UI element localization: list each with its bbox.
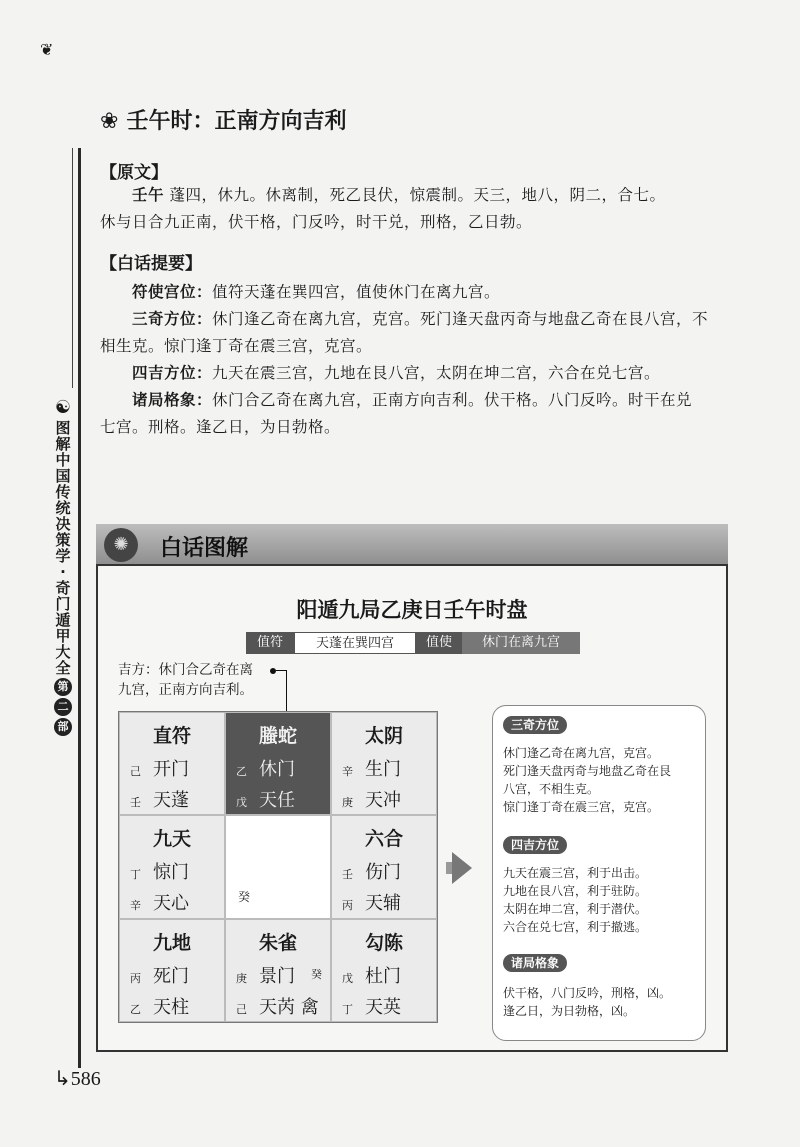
margin-rule-thin [72,148,73,388]
palace-door: 死门 [153,965,189,987]
palace-stem: 壬 [130,796,141,809]
summary-label: 【白话提要】 [100,254,202,274]
side-circle-char: 部 [54,718,72,736]
summary-line-4b: 七宫。刑格。逢乙日，为日勃格。 [100,418,341,436]
zhuju-text [503,984,671,1020]
zhuju-tag: 诸局格象 [503,954,567,972]
summary-line-1: 值符天蓬在巽四宫，值使休门在离九宫。 [212,283,501,301]
margin-rule [78,148,81,1068]
palace-star: 天冲 [365,790,401,811]
side-char: 决 [55,515,71,533]
siji-text [503,864,647,936]
panel-line: 九天在震三宫，利于出击。 [503,866,648,880]
palace-stem: 丙 [130,971,141,985]
page-number-text: 586 [70,1068,101,1090]
palace-stem: 乙 [130,1002,141,1016]
sanqi-text [503,744,671,816]
palace-god: 朱雀 [258,931,297,954]
original-lead: 壬午 [132,186,165,204]
palace-stem: 庚 [236,971,247,985]
pointer-dot [270,668,276,674]
summary-term-1: 符使宫位： [132,283,213,301]
palace-center-5 [225,815,331,918]
siji-tag: 四吉方位 [503,836,567,854]
side-char: 学 [55,547,71,565]
palace-star: 天柱 [153,996,189,1018]
palace-stem: 己 [130,765,141,778]
side-circle-char: 第 [54,678,72,696]
pointer-line [276,670,286,671]
palace-stem: 壬 [342,868,353,882]
palace-star: 天辅 [365,893,401,915]
palace-stem: 丙 [342,899,353,913]
palace-gen-8 [119,919,225,1022]
palace-god: 太阴 [364,725,403,747]
summary-term-3: 四吉方位： [132,364,213,382]
palace-god: 九地 [152,931,191,954]
palace-door: 开门 [153,759,189,780]
side-char: 策 [55,531,71,549]
palace-god: 勾陈 [364,931,403,954]
panel-line: 八宫，不相生克。 [503,782,600,796]
original-line-2: 休与日合九正南，伏干格，门反吟，时干兑，刑格，乙日勃。 [100,213,533,231]
palace-stem: 癸 [238,890,251,905]
palace-door: 景门 [259,965,295,987]
yin-yang-icon: ☯ [54,397,72,418]
palace-stem: 戊 [342,971,353,985]
panel-line: 九地在艮八宫，利于驻防。 [503,884,648,898]
diagram-title: 阳遁九局乙庚日壬午时盘 [296,598,528,622]
panel-line: 太阴在坤二宫，利于潜伏。 [503,902,648,916]
side-char: 奇 [55,579,71,597]
jifang-line-2: 九宫，正南方向吉利。 [118,682,253,698]
arrow-right-icon [452,852,472,884]
palace-stem: 丁 [130,868,141,882]
palace-stem: 辛 [342,765,353,778]
zhifu-label: 值符 [246,632,294,654]
zhishi-label: 值使 [416,632,462,654]
jifang-note [118,660,253,700]
palace-stem: 戊 [236,796,247,809]
palace-kan-1 [225,919,331,1022]
palace-xun-4 [119,712,225,815]
panel-line: 惊门逢丁奇在震三宫，克宫。 [503,800,660,814]
palace-god: 九天 [152,828,191,851]
book-side-title [52,397,74,738]
palace-stem: 己 [236,1002,247,1016]
side-char: 全 [55,659,71,677]
summary-text [100,279,740,441]
palace-qian-6 [331,919,437,1022]
palace-kun-2 [331,712,437,815]
page-number [54,1066,101,1091]
section-title: 壬午时：正南方向吉利 [126,109,347,134]
side-char: 大 [55,643,71,661]
original-text [100,182,740,236]
side-char: 中 [55,451,71,469]
palace-door: 惊门 [153,862,189,884]
palace-door: 生门 [365,759,401,780]
corner-ornament-icon: ❦ [40,40,54,59]
side-circle-char: 二 [54,698,72,716]
jifang-line-1: 吉方：休门合乙奇在离 [118,662,253,678]
side-char: 解 [55,435,71,453]
side-char: 图 [55,419,71,437]
pointer-line [286,670,287,712]
zhishi-value: 休门在离九宫 [462,632,580,654]
side-char: 统 [55,499,71,517]
side-char: 国 [55,467,71,485]
sanqi-tag: 三奇方位 [503,716,567,734]
panel-line: 伏干格，八门反吟，刑格，凶。 [503,986,672,1000]
palace-zhen-3 [119,815,225,918]
section-heading [100,104,346,135]
heading-ornament-icon: ❀ [100,109,119,134]
palace-door: 杜门 [365,965,401,987]
summary-term-4: 诸局格象： [132,391,213,409]
page-ornament-icon: ↳ [54,1068,71,1090]
palace-stem-extra: 癸 [311,967,322,981]
panel-line: 休门逢乙奇在离九宫，克宫。 [503,746,660,760]
palace-star: 天芮 [259,996,295,1018]
palace-star: 天心 [153,893,189,915]
palace-dui-7 [331,815,437,918]
summary-term-2: 三奇方位： [132,310,213,328]
palace-god: 直符 [152,725,191,747]
original-line-1: 蓬四，休九。休离制，死乙艮伏，惊震制。天三，地八，阴二，合七。 [169,186,666,204]
zhifu-value: 天蓬在巽四宫 [294,632,416,654]
summary-line-3: 九天在震三宫，九地在艮八宫，太阴在坤二宫，六合在兑七宫。 [212,364,661,382]
palace-door: 休门 [259,759,295,780]
summary-line-4a: 休门合乙奇在离九宫，正南方向吉利。伏干格。八门反吟。时干在兑 [212,391,693,409]
side-char: 门 [55,595,71,613]
palace-stem: 乙 [236,765,247,778]
side-char: · [60,563,66,581]
palace-grid [118,711,438,1023]
summary-line-2a: 休门逢乙奇在离九宫，克宫。死门逢天盘丙奇与地盘乙奇在艮八宫，不 [212,310,709,328]
palace-li-9 [225,712,331,815]
palace-star-extra: 禽 [300,996,319,1018]
palace-door: 伤门 [365,862,401,884]
side-char: 遁 [55,611,71,629]
palace-god: 六合 [364,828,403,851]
palace-star: 天任 [259,790,295,811]
panel-line: 六合在兑七宫，利于撤逃。 [503,920,648,934]
palace-god: 螣蛇 [258,725,297,747]
explanation-panel [492,705,706,1041]
diagram-banner-title: 白话图解 [160,536,249,561]
original-label: 【原文】 [100,163,168,183]
side-char: 甲 [55,627,71,645]
summary-line-2b: 相生克。惊门逢丁奇在震三宫，克宫。 [100,337,373,355]
palace-stem: 庚 [342,796,353,809]
palace-star: 天蓬 [153,790,189,811]
palace-stem: 丁 [342,1002,353,1016]
palace-stem: 辛 [130,899,141,913]
palace-star: 天英 [365,996,401,1018]
panel-line: 死门逢天盘丙奇与地盘乙奇在艮 [503,764,672,778]
diagram-emblem-icon: ✺ [104,528,138,562]
side-char: 传 [55,483,71,501]
panel-line: 逢乙日，为日勃格，凶。 [503,1004,636,1018]
